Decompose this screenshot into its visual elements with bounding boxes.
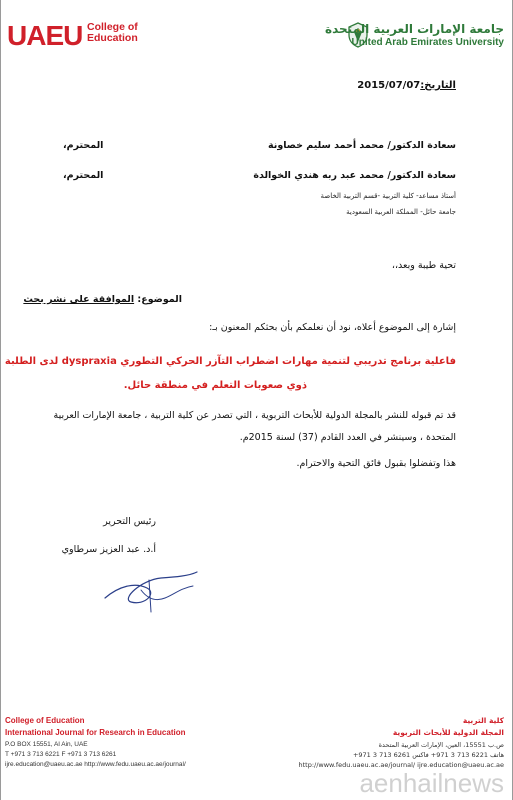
subject-value: الموافقة على نشر بحث <box>23 294 135 305</box>
footer-phone-en: T +971 3 713 6221 F +971 3 713 6261 <box>5 751 117 758</box>
footer-contact-ar: http://www.fedu.uaeu.ac.ae/journal/ ijre.education@uaeu.ac.ae <box>298 761 504 769</box>
footer-journal-ar: المجلة الدولية للأبحاث التربوية <box>392 728 504 737</box>
greeting: تحية طيبة وبعد،، <box>391 260 456 271</box>
footer-journal-en: International Journal for Research in Education <box>5 728 186 737</box>
recipient-2-suffix: المحترم، <box>63 170 104 181</box>
college-name: College of Education <box>87 21 138 44</box>
date-label: التاريخ: <box>420 80 456 91</box>
footer-college-ar: كلية التربية <box>462 716 504 725</box>
recipient-university: جامعة حائل- المملكة العربية السعودية <box>346 208 456 216</box>
body-line-2: المتحدة ، وسينشر في العدد القادم (37) لسنة 2015م. <box>239 432 456 443</box>
research-title-line-1: فاعلية برنامج تدريبي لتنمية مهارات اضطراب التآزر الحركي التطوري dyspraxia لدى الطلبة <box>4 356 456 367</box>
letter-date <box>357 80 456 91</box>
footer-phone-ar: هاتف 6221 713 3 971+ فاكس 6261 713 3 971+ <box>352 751 504 759</box>
watermark: aenhailnews <box>359 768 504 798</box>
university-name-arabic: جامعة الإمارات العربية المتحدة <box>325 22 504 36</box>
recipient-1-suffix: المحترم، <box>63 140 104 151</box>
footer-address-ar: ص.ب 15551، العين، الإمارات العربية المتحدة <box>378 741 504 749</box>
uaeu-logo: UAEU <box>7 20 83 51</box>
signer-title: رئيس التحرير <box>103 516 156 527</box>
footer-address-en: P.O BOX 15551, Al Ain, UAE <box>5 741 88 748</box>
signer-name: أ.د. عبد العزيز سرطاوي <box>61 544 156 555</box>
subject-label: الموضوع: <box>137 294 182 305</box>
date-value: 2015/07/07 <box>357 80 421 91</box>
research-title-line-2: ذوي صعوبات التعلم في منطقة حائل. <box>123 380 307 391</box>
intro-text: إشارة إلى الموضوع أعلاه، نود أن نعلمكم بأن بحثكم المعنون بـ: <box>209 322 456 333</box>
footer-contact-en: ijre.education@uaeu.ac.ae http://www.fedu.uaeu.ac.ae/journal/ <box>5 761 186 768</box>
recipient-1: سعادة الدكتور/ محمد أحمد سليم خصاونة <box>267 140 456 151</box>
university-name-english: United Arab Emirates University <box>351 37 504 48</box>
recipient-2: سعادة الدكتور/ محمد عبد ربه هندي الخوالدة <box>253 170 456 181</box>
body-line-1: قد تم قبوله للنشر بالمجلة الدولية للأبحاث التربوية ، التي تصدر عن كلية التربية ، جامعة الإمارات العربية <box>53 410 456 421</box>
recipient-affiliation: أستاذ مساعد- كلية التربية -قسم التربية الخاصة <box>320 192 456 200</box>
footer-college-en: College of Education <box>5 716 85 725</box>
closing-text: هذا وتفضلوا بقبول فائق التحية والاحترام. <box>296 458 456 469</box>
subject <box>23 294 182 305</box>
signature-image <box>101 568 201 614</box>
